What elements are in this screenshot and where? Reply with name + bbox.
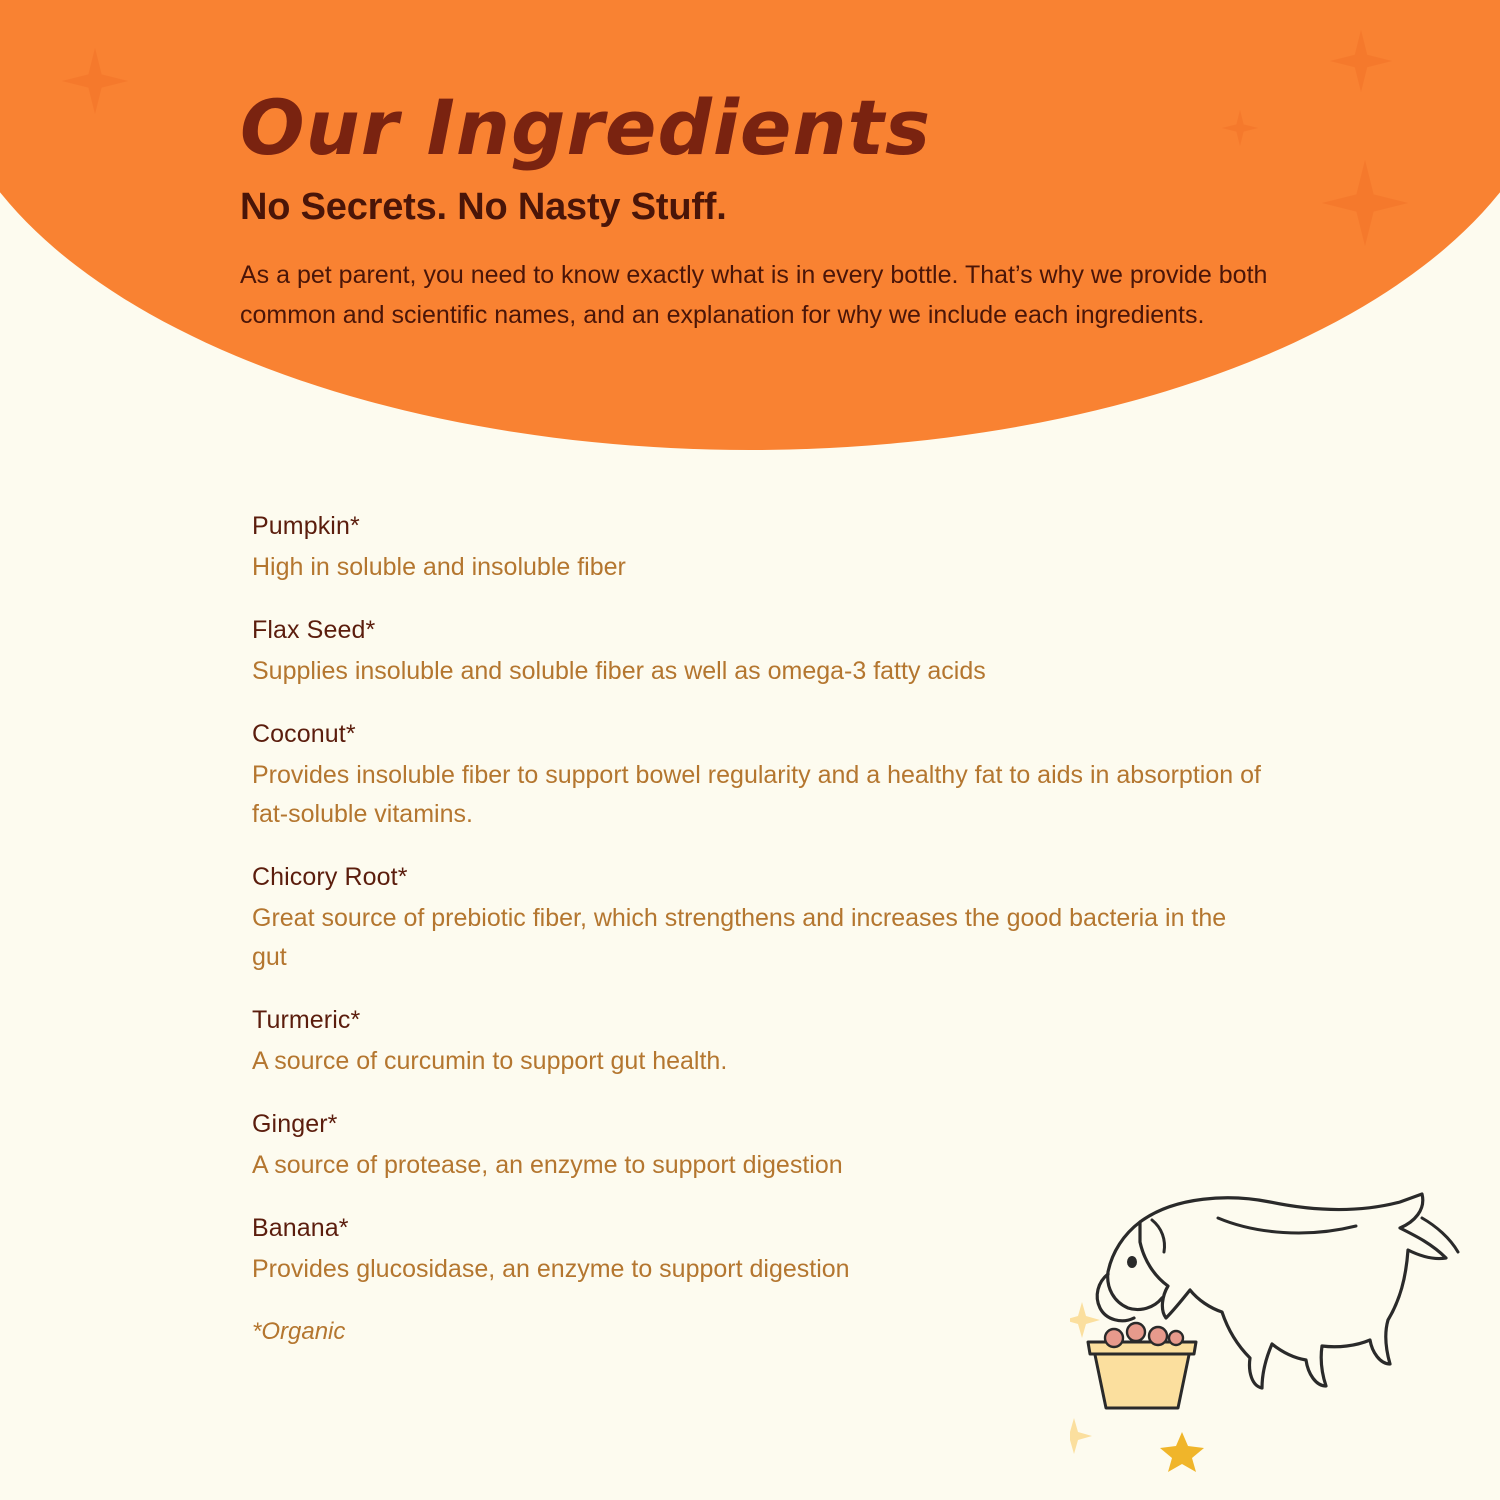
hero-banner: [0, 0, 1500, 470]
list-item: [252, 863, 1262, 977]
hero-text-block: [240, 83, 1320, 336]
list-item: [252, 720, 1262, 834]
list-item: [252, 1006, 1262, 1081]
ingredient-name: Banana*: [252, 1214, 349, 1242]
ingredient-name: Flax Seed*: [252, 616, 376, 644]
organic-footnote: *Organic: [252, 1318, 346, 1345]
page-subtitle: No Secrets. No Nasty Stuff.: [240, 185, 727, 228]
ingredient-name: Turmeric*: [252, 1006, 361, 1034]
ingredient-description: Provides glucosidase, an enzyme to support digestion: [252, 1255, 850, 1283]
ingredient-description: A source of protease, an enzyme to support digestion: [252, 1151, 843, 1179]
list-item: [252, 1110, 1262, 1185]
ingredient-description: Supplies insoluble and soluble fiber as well as omega-3 fatty acids: [252, 657, 986, 685]
ingredient-description: A source of curcumin to support gut health.: [252, 1047, 728, 1075]
ingredients-section: [0, 470, 1500, 1500]
ingredient-name: Chicory Root*: [252, 863, 408, 891]
ingredient-description: High in soluble and insoluble fiber: [252, 553, 626, 581]
ingredient-name: Pumpkin*: [252, 512, 360, 540]
ingredient-description: Provides insoluble fiber to support bowel regularity and a healthy fat to aids in absorption of fat-soluble vitamins.: [252, 761, 1261, 828]
intro-paragraph: As a pet parent, you need to know exactly what is in every bottle. That’s why we provide both common and scientific names, and an explanation for why we include each ingredients.: [240, 260, 1268, 330]
list-item: [252, 512, 1262, 587]
ingredient-name: Ginger*: [252, 1110, 338, 1138]
page-title: Our Ingredients: [240, 83, 932, 172]
ingredient-name: Coconut*: [252, 720, 356, 748]
list-item: [252, 616, 1262, 691]
ingredient-description: Great source of prebiotic fiber, which strengthens and increases the good bacteria in the gut: [252, 904, 1227, 971]
dog-with-food-bowl-illustration: [1070, 1182, 1470, 1472]
